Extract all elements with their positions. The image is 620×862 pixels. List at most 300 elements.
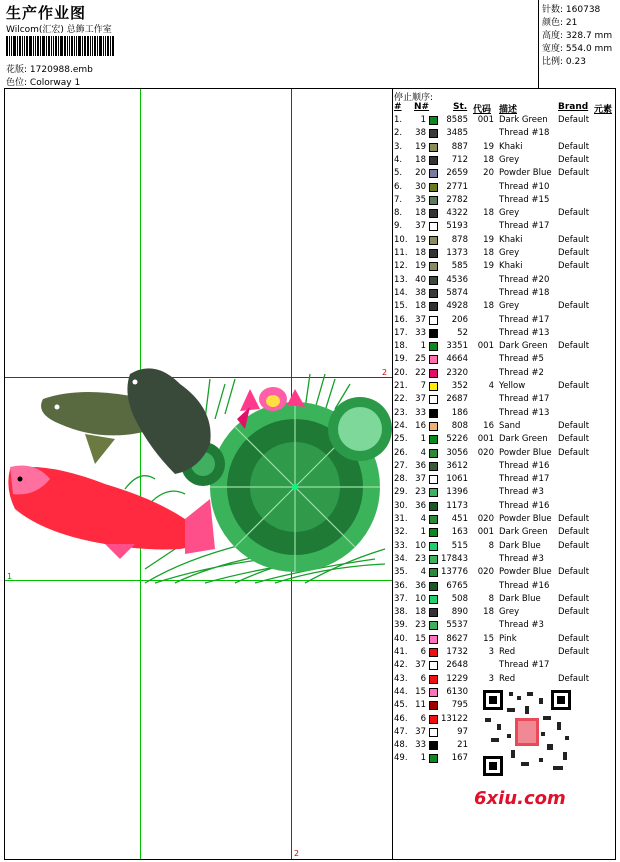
cell-n: 24. [394, 420, 408, 431]
barcode-bar [74, 36, 75, 56]
header-needle: N# [414, 102, 430, 112]
color-swatch [429, 369, 438, 378]
color-swatch [429, 143, 438, 152]
barcode-bar [67, 36, 68, 56]
cell-needle: 25 [415, 354, 426, 365]
cell-brand: Default [558, 593, 590, 604]
cell-st: 5193 [446, 221, 468, 232]
cell-brand: Default [558, 301, 590, 312]
column-divider [392, 88, 393, 860]
cell-n: 40. [394, 633, 408, 644]
barcode-bar [58, 36, 59, 56]
cell-n: 43. [394, 673, 408, 684]
cell-st: 4322 [446, 208, 468, 219]
color-swatch [429, 462, 438, 471]
cell-st: 186 [451, 407, 468, 418]
cell-st: 52 [457, 327, 468, 338]
color-swatch [429, 276, 438, 285]
marker-top-right: 2 [382, 368, 388, 377]
qr-code [481, 688, 573, 778]
cell-code: 001 [477, 434, 494, 445]
color-swatch [429, 249, 438, 258]
cell-needle: 35 [415, 194, 426, 205]
cell-needle: 33 [415, 407, 426, 418]
cell-desc: Thread #20 [499, 274, 550, 285]
cell-n: 1. [394, 115, 403, 125]
table-row [394, 527, 616, 540]
header-code: 代码 [473, 105, 492, 115]
cell-desc: Grey [499, 301, 520, 312]
cell-n: 4. [394, 154, 403, 165]
colorway-value: Colorway 1 [29, 78, 81, 88]
barcode-bar [76, 36, 77, 56]
cell-desc: Thread #2 [499, 367, 544, 378]
guide-vertical-green [140, 89, 141, 859]
cell-desc: Dark Green [499, 434, 548, 445]
cell-desc: Sand [499, 420, 521, 431]
barcode-bar [46, 36, 47, 56]
cell-needle: 10 [415, 540, 426, 551]
table-row [394, 581, 616, 594]
cell-st: 4536 [446, 274, 468, 285]
color-swatch [429, 129, 438, 138]
cell-st: 795 [451, 700, 468, 711]
cell-st: 878 [451, 234, 468, 245]
barcode-bar [24, 36, 25, 56]
cell-desc: Powder Blue [499, 168, 552, 179]
cell-desc: Thread #18 [499, 287, 550, 298]
table-row [394, 315, 616, 328]
cell-st: 890 [451, 607, 468, 618]
color-swatch [429, 316, 438, 325]
cell-st: 3612 [446, 460, 468, 471]
stat-colors: 颜色: 21 [542, 18, 578, 28]
cell-brand: Default [558, 234, 590, 245]
cell-n: 26. [394, 447, 408, 458]
color-swatch [429, 675, 438, 684]
cell-st: 5226 [446, 434, 468, 445]
color-swatch [429, 502, 438, 511]
cell-needle: 23 [415, 487, 426, 498]
cell-needle: 33 [415, 740, 426, 751]
cell-code: 3 [488, 647, 494, 657]
cell-n: 49. [394, 753, 408, 764]
barcode-bar [19, 36, 21, 56]
cell-st: 6765 [446, 580, 468, 591]
design-file [6, 62, 93, 75]
cell-brand: Default [558, 540, 590, 551]
cell-needle: 37 [415, 474, 426, 485]
cell-n: 19. [394, 354, 408, 365]
color-swatch [429, 382, 438, 391]
barcode-bar [29, 36, 32, 56]
barcode-bar [40, 36, 41, 56]
cell-brand: Default [558, 208, 590, 219]
table-row [394, 394, 616, 407]
cell-code: 15 [483, 633, 494, 644]
design-preview [5, 89, 392, 859]
barcode-bar [82, 36, 83, 56]
cell-st: 5874 [446, 287, 468, 298]
cell-st: 585 [451, 261, 468, 272]
table-row [394, 541, 616, 554]
table-row [394, 634, 616, 647]
cell-n: 5. [394, 168, 403, 179]
cell-brand: Default [558, 514, 590, 524]
table-row [394, 620, 616, 633]
cell-desc: Powder Blue [499, 514, 552, 524]
marker-bottom: 2 [294, 849, 300, 858]
barcode-bar [9, 36, 10, 56]
cell-desc: Thread #18 [499, 128, 550, 139]
cell-st: 1396 [446, 487, 468, 498]
cell-code: 020 [477, 447, 494, 458]
cell-desc: Grey [499, 607, 520, 618]
table-row [394, 328, 616, 341]
cell-n: 11. [394, 248, 408, 258]
cell-n: 8. [394, 208, 403, 219]
embroidery-artwork [5, 89, 392, 859]
cell-n: 28. [394, 474, 408, 485]
cell-code: 001 [477, 341, 494, 352]
cell-n: 31. [394, 514, 408, 524]
stat-stitches: 针数: 160738 [542, 5, 601, 15]
cell-desc: Khaki [499, 261, 523, 272]
stats-divider [538, 0, 539, 88]
cell-n: 32. [394, 527, 408, 538]
color-swatch [429, 355, 438, 364]
cell-st: 3485 [446, 128, 468, 139]
cell-needle: 6 [420, 647, 426, 657]
barcode-bar [48, 36, 50, 56]
color-swatch [429, 236, 438, 245]
cell-desc: Thread #5 [499, 354, 544, 365]
color-swatch [429, 515, 438, 524]
color-swatch [429, 329, 438, 338]
table-row [394, 554, 616, 567]
cell-n: 22. [394, 394, 408, 405]
cell-n: 27. [394, 460, 408, 471]
cell-n: 46. [394, 713, 408, 724]
cell-code: 18 [483, 301, 494, 312]
table-row [394, 408, 616, 421]
cell-desc: Yellow [499, 381, 526, 391]
cell-st: 2320 [446, 367, 468, 378]
cell-n: 2. [394, 128, 403, 139]
guide-horizontal-red [5, 377, 392, 378]
cell-st: 21 [457, 740, 468, 751]
cell-n: 25. [394, 434, 408, 445]
cell-needle: 37 [415, 314, 426, 325]
grey-fish [41, 368, 211, 474]
color-swatch [429, 262, 438, 271]
cell-needle: 15 [415, 686, 426, 697]
barcode-bar [55, 36, 57, 56]
cell-st: 451 [451, 514, 468, 524]
cell-n: 47. [394, 726, 408, 737]
cell-desc: Thread #3 [499, 553, 544, 564]
table-row [394, 261, 616, 274]
cell-n: 9. [394, 221, 403, 232]
cell-needle: 4 [420, 567, 426, 578]
cell-desc: Powder Blue [499, 567, 552, 578]
cell-needle: 16 [415, 420, 426, 431]
cell-desc: Thread #3 [499, 487, 544, 498]
cell-st: 2659 [446, 168, 468, 179]
table-row [394, 182, 616, 195]
cell-needle: 1 [420, 341, 426, 352]
barcode-bar [69, 36, 70, 56]
cell-desc: Red [499, 673, 516, 684]
cell-needle: 18 [415, 208, 426, 219]
cell-desc: Grey [499, 248, 520, 258]
stat-scale: 比例: 0.23 [542, 57, 586, 67]
cell-desc: Khaki [499, 234, 523, 245]
table-row [394, 341, 616, 354]
color-swatch [429, 222, 438, 231]
company-name: Wilcom(汇宏) 总飾工作室 [6, 25, 112, 35]
cell-needle: 36 [415, 500, 426, 511]
barcode-bar [97, 36, 98, 56]
barcode-bar [37, 36, 39, 56]
colorway-label: 色位: [6, 78, 28, 88]
cell-desc: Thread #17 [499, 660, 550, 671]
cell-desc: Thread #13 [499, 407, 550, 418]
cell-n: 18. [394, 341, 408, 352]
cell-st: 515 [451, 540, 468, 551]
color-swatch [429, 568, 438, 577]
cell-desc: Thread #17 [499, 474, 550, 485]
color-swatch [429, 754, 438, 763]
cell-code: 020 [477, 567, 494, 578]
table-row [394, 487, 616, 500]
color-swatch [429, 728, 438, 737]
color-swatch [429, 302, 438, 311]
cell-needle: 37 [415, 221, 426, 232]
cell-desc: Dark Green [499, 341, 548, 352]
color-swatch [429, 435, 438, 444]
cell-st: 1061 [446, 474, 468, 485]
cell-needle: 1 [420, 115, 426, 125]
cell-needle: 11 [415, 700, 426, 711]
table-row [394, 461, 616, 474]
cell-n: 39. [394, 620, 408, 631]
cell-n: 14. [394, 287, 408, 298]
table-row [394, 208, 616, 221]
cell-st: 1229 [446, 673, 468, 684]
cell-needle: 19 [415, 261, 426, 272]
barcode-bar [6, 36, 8, 56]
cell-st: 13122 [440, 713, 468, 724]
barcode-bar [42, 36, 45, 56]
cell-n: 15. [394, 301, 408, 312]
barcode-bar [53, 36, 54, 56]
table-row [394, 607, 616, 620]
cell-needle: 37 [415, 660, 426, 671]
table-row [394, 235, 616, 248]
cell-n: 7. [394, 194, 403, 205]
cell-needle: 22 [415, 367, 426, 378]
cell-brand: Default [558, 381, 590, 391]
cell-needle: 18 [415, 301, 426, 312]
color-swatch [429, 395, 438, 404]
cell-brand: Default [558, 154, 590, 165]
table-row [394, 647, 616, 660]
cell-desc: Thread #15 [499, 194, 550, 205]
cell-code: 020 [477, 514, 494, 524]
cell-brand: Default [558, 141, 590, 152]
cell-brand: Default [558, 248, 590, 258]
table-row [394, 421, 616, 434]
cell-n: 48. [394, 740, 408, 751]
cell-st: 712 [451, 154, 468, 165]
cell-brand: Default [558, 115, 590, 125]
cell-desc: Thread #16 [499, 460, 550, 471]
cell-st: 3351 [446, 341, 468, 352]
cell-needle: 6 [420, 673, 426, 684]
qr-code-graphic [481, 688, 573, 778]
table-row [394, 301, 616, 314]
stop-sequence-title: 停止顺序: [394, 93, 434, 103]
barcode-bar [11, 36, 12, 56]
cell-st: 887 [451, 141, 468, 152]
cell-needle: 4 [420, 447, 426, 458]
table-row [394, 221, 616, 234]
cell-n: 34. [394, 553, 408, 564]
cell-desc: Thread #10 [499, 181, 550, 192]
color-swatch [429, 422, 438, 431]
cell-code: 19 [483, 141, 494, 152]
header-num: # [394, 102, 402, 112]
cell-n: 6. [394, 181, 403, 192]
cell-n: 37. [394, 593, 408, 604]
table-row [394, 474, 616, 487]
cell-st: 3056 [446, 447, 468, 458]
color-swatch [429, 409, 438, 418]
cell-desc: Powder Blue [499, 447, 552, 458]
table-row [394, 594, 616, 607]
cell-st: 167 [451, 753, 468, 764]
header-stitches: St. [453, 102, 468, 112]
cell-code: 18 [483, 248, 494, 258]
cell-code: 001 [477, 527, 494, 538]
table-row [394, 660, 616, 673]
cell-brand: Default [558, 527, 590, 538]
barcode-bar [87, 36, 89, 56]
cell-n: 20. [394, 367, 408, 378]
cell-n: 12. [394, 261, 408, 272]
color-swatch [429, 342, 438, 351]
cell-code: 19 [483, 234, 494, 245]
cell-st: 1373 [446, 248, 468, 258]
design-value: 1720988.emb [29, 65, 93, 75]
cell-n: 35. [394, 567, 408, 578]
cell-brand: Default [558, 447, 590, 458]
barcode-bar [26, 36, 28, 56]
cell-needle: 38 [415, 128, 426, 139]
cell-needle: 23 [415, 553, 426, 564]
cell-st: 352 [451, 381, 468, 391]
color-swatch [429, 661, 438, 670]
marker-left: 1 [7, 572, 13, 581]
color-swatch [429, 169, 438, 178]
cell-st: 5537 [446, 620, 468, 631]
cell-code: 16 [483, 420, 494, 431]
header-desc: 描述 [499, 105, 518, 115]
cell-n: 29. [394, 487, 408, 498]
cell-needle: 36 [415, 460, 426, 471]
cell-needle: 1 [420, 753, 426, 764]
table-row [394, 155, 616, 168]
barcode-bar [17, 36, 18, 56]
cell-desc: Thread #13 [499, 327, 550, 338]
cell-needle: 37 [415, 726, 426, 737]
cell-n: 33. [394, 540, 408, 551]
cell-st: 6130 [446, 686, 468, 697]
color-swatch [429, 475, 438, 484]
barcode-bar [71, 36, 73, 56]
color-swatch [429, 555, 438, 564]
table-row [394, 248, 616, 261]
cell-needle: 23 [415, 620, 426, 631]
cell-code: 20 [483, 168, 494, 179]
cell-desc: Thread #17 [499, 394, 550, 405]
barcode-bar [112, 36, 114, 56]
barcode-bar [94, 36, 96, 56]
cell-needle: 30 [415, 181, 426, 192]
cell-st: 1732 [446, 647, 468, 657]
table-row [394, 501, 616, 514]
cell-st: 8627 [446, 633, 468, 644]
table-row [394, 142, 616, 155]
table-row [394, 115, 616, 128]
barcode-bar [107, 36, 109, 56]
cell-desc: Dark Green [499, 527, 548, 538]
cell-code: 19 [483, 261, 494, 272]
cell-st: 4928 [446, 301, 468, 312]
table-row [394, 567, 616, 580]
cell-needle: 7 [420, 381, 426, 391]
barcode-bar [35, 36, 36, 56]
cell-needle: 19 [415, 234, 426, 245]
cell-brand: Default [558, 261, 590, 272]
cell-brand: Default [558, 647, 590, 657]
cell-needle: 20 [415, 168, 426, 179]
cell-n: 13. [394, 274, 408, 285]
cell-desc: Thread #16 [499, 580, 550, 591]
cell-st: 17843 [440, 553, 468, 564]
cell-st: 808 [451, 420, 468, 431]
cell-needle: 10 [415, 593, 426, 604]
cell-st: 1173 [446, 500, 468, 511]
cell-n: 44. [394, 686, 408, 697]
color-swatch [429, 608, 438, 617]
cell-code: 8 [488, 540, 494, 551]
stat-width: 宽度: 554.0 mm [542, 44, 613, 54]
cell-needle: 6 [420, 713, 426, 724]
cell-desc: Dark Blue [499, 593, 541, 604]
color-swatch [429, 116, 438, 125]
cell-st: 2648 [446, 660, 468, 671]
table-row [394, 674, 616, 687]
color-swatch [429, 196, 438, 205]
barcode-bar [13, 36, 16, 56]
cell-n: 17. [394, 327, 408, 338]
cell-needle: 18 [415, 248, 426, 258]
cell-brand: Default [558, 434, 590, 445]
color-swatch [429, 648, 438, 657]
color-swatch [429, 156, 438, 165]
